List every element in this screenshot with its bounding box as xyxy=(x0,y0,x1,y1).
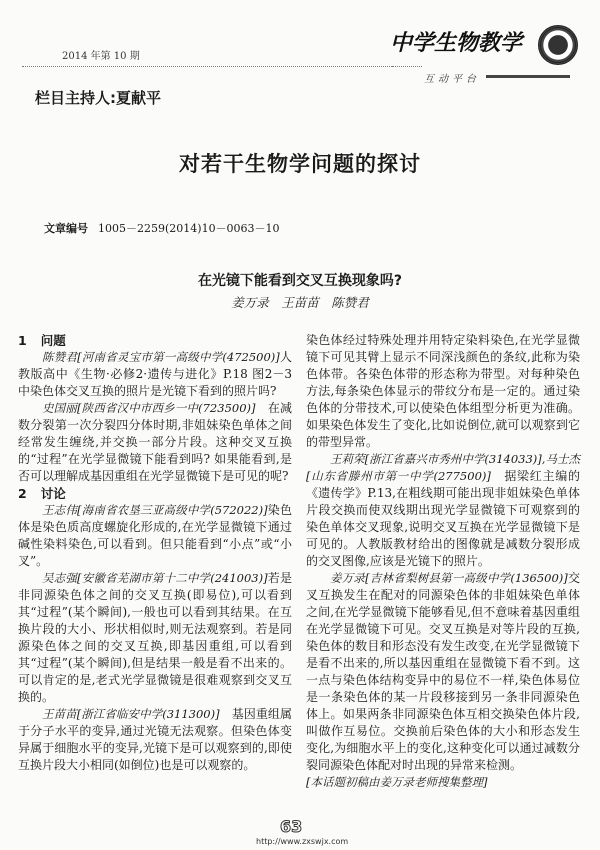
page-number: 63 xyxy=(280,817,303,836)
contributor: 吴志强[安徽省芜湖市第十二中学(241003)] xyxy=(42,571,268,585)
paragraph: 姜万录[吉林省梨树县第一高级中学(136500)]交叉互换发生在配对的同源染色体的非姐妹染色单体之间,在光学显微镜下能够看见,但不意味着基因重组在光学显微镜下可见。交叉互换是对等片段的互换,染色体的数目和形态没有发生改变,在光学显微镜下是看不出来的,所以基因重组在显微镜下看不到。这一点与染色体结构变异中的易位不一样,染色体易位是一条染色体的某一片段移接到另一条非同源染色体上。如果两条非同源染色体互相交换染色体片段,叫做作互易位。交换前后染色体的大小和形态发生变化,为细胞水平上的变化,这种变化可以通过减数分裂同源染色体配对时出现的异常来检测。 xyxy=(306,571,580,772)
contributor: 王志伟[海南省农垦三亚高级中学(572022)] xyxy=(42,503,268,517)
paragraph: 吴志强[安徽省芜湖市第十二中学(241003)]若是非同源染色体之间的交叉互换(即易位),可以看到其“过程”(某个瞬间),一般也可以看到其结果。在互换片段的大小、形状相似时,则无法观察到。若是同源染色体之间的交叉互换,即基因重组,可以看到其“过程”(某个瞬间),但是结果一般是看不出来的。可以肯定的是,老式光学显微镜是很难观察到交叉互换的。 xyxy=(18,571,292,704)
article-number xyxy=(44,220,280,236)
article-number-value: 1005－2259(2014)10－0063－10 xyxy=(98,222,280,235)
journal-logo: 中学生物教学 xyxy=(390,30,523,56)
right-column xyxy=(306,332,580,791)
header-divider xyxy=(22,66,392,67)
article-subtitle: 在光镜下能看到交叉互换现象吗? xyxy=(197,273,403,289)
paragraph: 王志伟[海南省农垦三亚高级中学(572022)]染色体是染色质高度螺旋化形成的,在光学显微镜下通过碱性染料染色,可以看到。但只能看到“小点”或“小叉”。 xyxy=(18,503,292,568)
article-authors: 姜万录 王苗苗 陈赞君 xyxy=(231,295,369,310)
contributor: 陈赞君[河南省灵宝市第一高级中学(472500)] xyxy=(42,350,280,364)
section-heading-problem: 1 问题 xyxy=(18,333,66,348)
section-heading-discussion: 2 讨论 xyxy=(18,486,66,501)
journal-seal-icon xyxy=(538,25,578,65)
section-divider xyxy=(392,66,422,67)
paragraph: 王莉荣[浙江省嘉兴市秀州中学(314033)],马士杰[山东省滕州市第一中学(277500)] 据梁红主编的《遗传学》P.13,在粗线期可能出现非姐妹染色单体片段交换而使双线期出现光学显微镜下可观察到的染色单体交叉现象,说明交叉互换在光学显微镜下是可见的。人教版教材给出的图像就是减数分裂形成的交叉图像,应该是光镜下的照片。 xyxy=(306,452,580,568)
page-title: 对若干生物学问题的探讨 xyxy=(179,152,421,176)
left-column xyxy=(18,332,292,774)
paragraph: 王苗苗[浙江省临安中学(311300)] 基因重组属于分子水平的变异,通过光镜无法观察。但染色体变异属于细胞水平的变异,光镜下是可以观察到的,即使互换片段大小相同(如倒位)也是可以观察的。 xyxy=(18,707,292,772)
contributor: 王莉荣[浙江省嘉兴市秀州中学(314033)],马士杰[山东省滕州市第一中学(277500)] xyxy=(306,452,580,483)
website-url: http://www.zxswjx.com xyxy=(256,837,349,846)
column-host: 栏目主持人:夏献平 xyxy=(35,89,161,107)
section-bar xyxy=(486,75,570,78)
paragraph: 染色体经过特殊处理并用特定染料染色,在光学显微镜下可见其臂上显示不同深浅颜色的条纹,此称为染色体带。各染色体带的形态称为带型。对每种染色方法,每条染色体显示的带纹分布是一定的。通过染色体的分带技术,可以使染色体组型分析更为准确。如果染色体发生了变化,比如说倒位,就可以观察到它的带型异常。 xyxy=(306,333,580,449)
contributor: 王苗苗[浙江省临安中学(311300)] xyxy=(42,707,220,721)
section-label: 互动平台 xyxy=(424,74,480,85)
contributor: 姜万录[吉林省梨树县第一高级中学(136500)] xyxy=(330,571,568,585)
paragraph: 史国丽[陕西省汉中市西乡一中(723500)] 在减数分裂第一次分裂四分体时期,非姐妹染色单体之间经常发生缠绕,并交换一部分片段。这种交叉互换的“过程”在光学显微镜下能看到吗? 如果能看到,是否可以理解成基因重组在光学显微镜下是可见的呢? xyxy=(18,401,292,483)
issue-label: 2014 年第 10 期 xyxy=(62,51,140,62)
contributor: 史国丽[陕西省汉中市西乡一中(723500)] xyxy=(42,401,256,415)
paragraph: 陈赞君[河南省灵宝市第一高级中学(472500)]人教版高中《生物·必修2·遗传与进化》P.18 图2－3中染色体交叉互换的照片是光镜下看到的照片吗? xyxy=(18,350,292,398)
editor-note: [本话题初稿由姜万录老师搜集整理] xyxy=(306,775,488,789)
article-number-label: 文章编号 xyxy=(44,222,88,235)
